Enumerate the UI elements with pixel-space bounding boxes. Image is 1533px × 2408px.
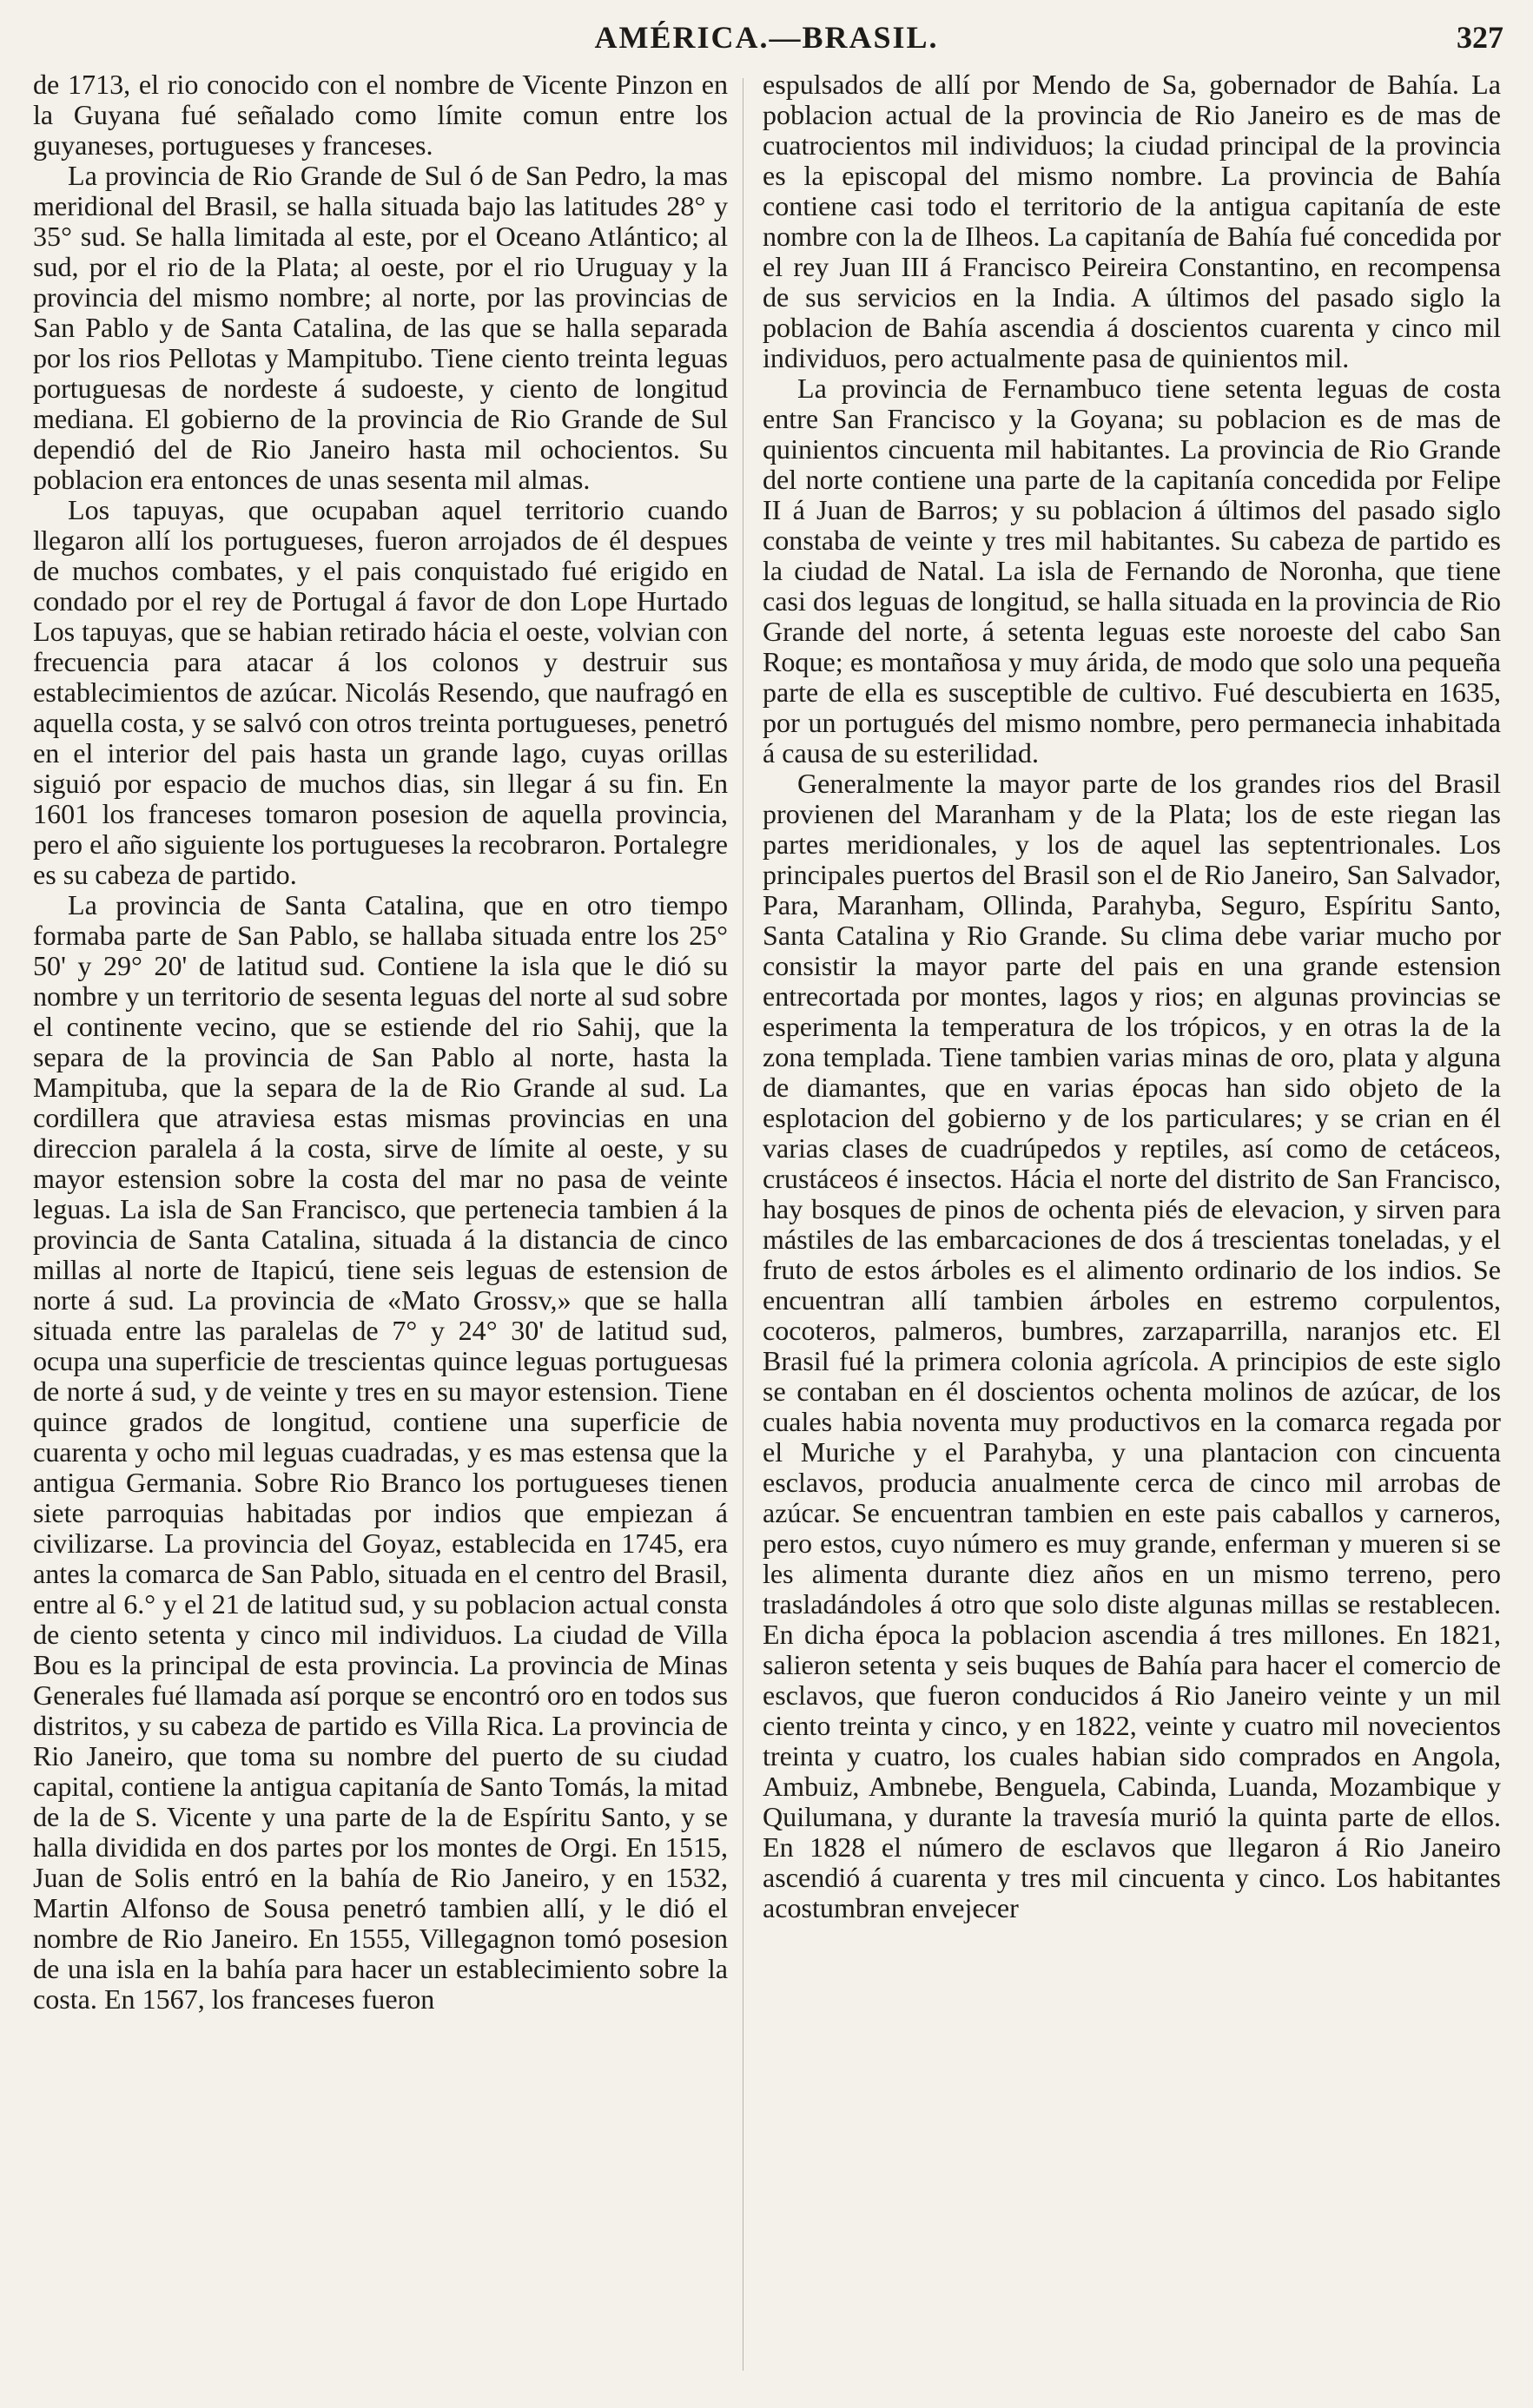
page-number: 327 (1457, 20, 1503, 55)
paragraph: Generalmente la mayor parte de los grandes rios del Brasil provienen del Maranham y de la Plata; los de este riegan las partes meridionales, y los de aquel las septentrionales. Los principales puertos del Brasil son el de Rio Janeiro, San Salvador, Para, Maranham, Ollinda, Parahyba, Seguro, Espíritu Santo, Santa Catalina y Rio Grande. Su clima debe variar mucho por consistir la mayor parte del pais en una grande estension entrecortada por montes, lagos y rios; en algunas provincias se esperimenta la temperatura de los trópicos, y en otras la de la zona templada. Tiene tambien varias minas de oro, plata y alguna de diamantes, que en varias épocas han sido objeto de la esplotacion del gobierno y de los particulares; y se crian en él varias clases de cuadrúpedos y reptiles, así como de cetáceos, crustáceos é insectos. Hácia el norte del distrito de San Francisco, hay bosques de pinos de ochenta piés de elevacion, y sirven para mástiles de las embarcaciones de dos á trescientas toneladas, y el fruto de estos árboles es el alimento ordinario de los indios. Se encuentran allí tambien árboles en estremo corpulentos, cocoteros, palmeros, bumbres, zarzaparrilla, naranjos etc. El Brasil fué la primera colonia agrícola. A principios de este siglo se contaban en él doscientos ochenta molinos de azúcar, de los cuales habia noventa muy productivos en la comarca regada por el Muriche y el Parahyba, y una plantacion con cincuenta esclavos, producia anualmente cerca de cinco mil arrobas de azúcar. Se encuentran tambien en este pais caballos y carneros, pero estos, cuyo número es muy grande, enferman y mueren si se les alimenta durante diez años en un mismo terreno, pero trasladándoles á otro que solo diste algunas millas se restablecen. En dicha época la poblacion ascendia á tres millones. En 1821, salieron setenta y seis buques de Bahía para hacer el comercio de esclavos, que fueron conducidos á Rio Janeiro veinte y un mil ciento treinta y cinco, y en 1822, veinte y cuatro mil novecientos treinta y cuatro, los cuales habian sido comprados en Angola, Ambuiz, Ambnebe, Benguela, Cabinda, Luanda, Mozambique y Quilumana, y durante la travesía murió la quinta parte de ellos. En 1828 el número de esclavos que llegaron á Rio Janeiro ascendió á cuarenta y tres mil cincuenta y cinco. Los habitantes acostumbran envejecer (763, 768, 1501, 1923)
paragraph: La provincia de Rio Grande de Sul ó de San Pedro, la mas meridional del Brasil, se halla situada bajo las latitudes 28° y 35° sud. Se halla limitada al este, por el Oceano Atlántico; al sud, por el rio de la Plata; al oeste, por el rio Uruguay y la provincia del mismo nombre; al norte, por las provincias de San Pablo y de Santa Catalina, de las que se halla separada por los rios Pellotas y Mampitubo. Tiene ciento treinta leguas portuguesas de nordeste á sudoeste, y ciento de longitud mediana. El gobierno de la provincia de Rio Grande de Sul dependió del de Rio Janeiro hasta mil ochocientos. Su poblacion era entonces de unas sesenta mil almas. (33, 160, 728, 495)
running-title: AMÉRICA.—BRASIL. (594, 20, 939, 55)
page-header (0, 16, 1533, 68)
paragraph: de 1713, el rio conocido con el nombre de Vicente Pinzon en la Guyana fué señalado como límite comun entre los guyaneses, portugueses y franceses. (33, 69, 728, 161)
left-column (33, 69, 728, 2371)
paragraph: espulsados de allí por Mendo de Sa, gobernador de Bahía. La poblacion actual de la provincia de Rio Janeiro es de mas de cuatrocientos mil individuos; la ciudad principal de la provincia es la episcopal del mismo nombre. La provincia de Bahía contiene casi todo el territorio de la antigua capitanía de este nombre con la de Ilheos. La capitanía de Bahía fué concedida por el rey Juan III á Francisco Peireira Constantino, en recompensa de sus servicios en la India. A últimos del pasado siglo la poblacion de Bahía ascendia á doscientos cuarenta y cinco mil individuos, pero actualmente pasa de quinientos mil. (763, 69, 1501, 373)
right-column (763, 69, 1501, 2371)
paragraph: Los tapuyas, que ocupaban aquel territorio cuando llegaron allí los portugueses, fueron arrojados de él despues de muchos combates, y el pais conquistado fué erigido en condado por el rey de Portugal á favor de don Lope Hurtado Los tapuyas, que se habian retirado hácia el oeste, volvian con frecuencia para atacar á los colonos y destruir sus establecimientos de azúcar. Nicolás Resendo, que naufragó en aquella costa, y se salvó con otros treinta portugueses, penetró en el interior del pais hasta un grande lago, cuyas orillas siguió por espacio de muchos dias, sin llegar á su fin. En 1601 los franceses tomaron posesion de aquella provincia, pero el año siguiente los portugueses la recobraron. Portalegre es su cabeza de partido. (33, 494, 728, 890)
paragraph: La provincia de Fernambuco tiene setenta leguas de costa entre San Francisco y la Goyana; su poblacion es de mas de quinientos cincuenta mil habitantes. La provincia de Rio Grande del norte contiene una parte de la capitanía concedida por Felipe II á Juan de Barros; y su poblacion á últimos del pasado siglo constaba de veinte y tres mil habitantes. Su cabeza de partido es la ciudad de Natal. La isla de Fernando de Noronha, que tiene casi dos leguas de longitud, se halla situada en la provincia de Rio Grande del norte, á setenta leguas este noroeste del cabo San Roque; es montañosa y muy árida, de modo que solo una pequeña parte de ella es susceptible de cultivo. Fué descubierta en 1635, por un portugués del mismo nombre, pero permanecia inhabitada á causa de su esterilidad. (763, 373, 1501, 769)
paragraph: La provincia de Santa Catalina, que en otro tiempo formaba parte de San Pablo, se hallaba situada entre los 25° 50' y 29° 20' de latitud sud. Contiene la isla que le dió su nombre y un territorio de sesenta leguas del norte al sud sobre el continente vecino, que se estiende del rio Sahij, que la separa de la provincia de San Pablo al norte, hasta la Mampituba, que la separa de la de Rio Grande al sud. La cordillera que atraviesa estas mismas provincias en una direccion paralela á la costa, sirve de límite al oeste, y su mayor estension sobre la costa del mar no pasa de veinte leguas. La isla de San Francisco, que pertenecia tambien á la provincia de Santa Catalina, situada á la distancia de cinco millas al norte de Itapicú, tiene seis leguas de estension de norte á sud. La provincia de «Mato Grossv,» que se halla situada entre las paralelas de 7° y 24° 30' de latitud sud, ocupa una superficie de trescientas quince leguas portuguesas de norte á sud, y de veinte y tres en su mayor estension. Tiene quince grados de longitud, contiene una superficie de cuarenta y ocho mil leguas cuadradas, y es mas estensa que la antigua Germania. Sobre Rio Branco los portugueses tienen siete parroquias habitadas por indios que empiezan á civilizarse. La provincia del Goyaz, establecida en 1745, era antes la comarca de San Pablo, situada en el centro del Brasil, entre al 6.° y el 21 de latitud sud, y su poblacion actual consta de ciento setenta y cinco mil individuos. La ciudad de Villa Bou es la principal de esta provincia. La provincia de Minas Generales fué llamada así porque se encontró oro en todos sus distritos, y su cabeza de partido es Villa Rica. La provincia de Rio Janeiro, que toma su nombre del puerto de su ciudad capital, contiene la antigua capitanía de Santo Tomás, la mitad de la de S. Vicente y una parte de la de Espíritu Santo, y se halla dividida en dos partes por los montes de Orgi. En 1515, Juan de Solis entró en la bahía de Rio Janeiro, y en 1532, Martin Alfonso de Sousa penetró tambien allí, y le dió el nombre de Rio Janeiro. En 1555, Villegagnon tomó posesion de una isla en la bahía para hacer un establecimiento sobre la costa. En 1567, los franceses fueron (33, 889, 728, 2015)
